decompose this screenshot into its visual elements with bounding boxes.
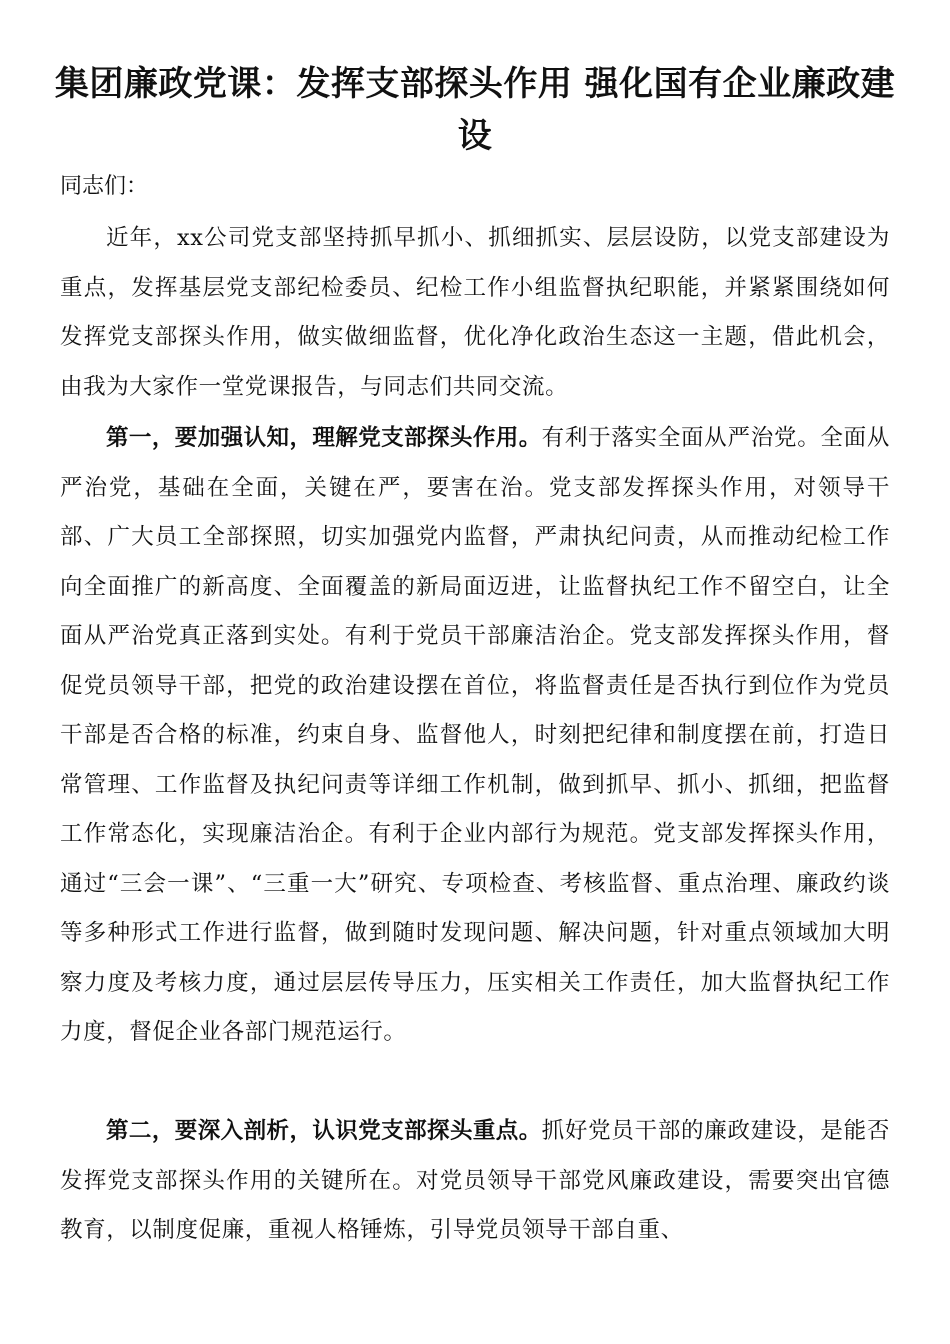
paragraph-body: 近年，xx公司党支部坚持抓早抓小、抓细抓实、层层设防，以党支部建设为重点，发挥基层党支部纪检委员、纪检工作小组监督执纪职能，并紧紧围绕如何发挥党支部探头作用，做实做细监督，优化净化政治生态这一主题，借此机会，由我为大家作一堂党课报告，与同志们共同交流。 [60,225,890,400]
document-title: 集团廉政党课：发挥支部探头作用 强化国有企业廉政建设 [54,64,896,156]
paragraph-lead-heading: 第一，要加强认知，理解党支部探头作用。 [106,425,542,451]
paragraph-first-point [60,414,890,1058]
paragraph-second-point [60,1107,890,1256]
paragraph-body: 有利于落实全面从严治党。全面从严治党，基础在全面，关键在严，要害在治。党支部发挥探头作用，对领导干部、广大员工全部探照，切实加强党内监督，严肃执纪问责，从而推动纪检工作向全面推广的新高度、全面覆盖的新局面迈进，让监督执纪工作不留空白，让全面从严治党真正落到实处。有利于党员干部廉洁治企。党支部发挥探头作用，督促党员领导干部，把党的政治建设摆在首位，将监督责任是否执行到位作为党员干部是否合格的标准，约束自身、监督他人，时刻把纪律和制度摆在前，打造日常管理、工作监督及执纪问责等详细工作机制，做到抓早、抓小、抓细，把监督工作常态化，实现廉洁治企。有利于企业内部行为规范。党支部发挥探头作用，通过“三会一课”、“三重一大”研究、专项检查、考核监督、重点治理、廉政约谈等多种形式工作进行监督，做到随时发现问题、解决问题，针对重点领域加大明察力度及考核力度，通过层层传导压力，压实相关工作责任，加大监督执纪工作力度，督促企业各部门规范运行。 [60,425,890,1045]
paragraph-body: 抓好党员干部的廉政建设，是能否发挥党支部探头作用的关键所在。对党员领导干部党风廉政建设，需要突出官德教育，以制度促廉，重视人格锤炼，引导党员领导干部自重、 [60,1118,890,1243]
paragraph-intro [60,214,890,412]
paragraph-lead-heading: 第二，要深入剖析，认识党支部探头重点。 [106,1118,542,1144]
salutation: 同志们： [60,174,149,199]
